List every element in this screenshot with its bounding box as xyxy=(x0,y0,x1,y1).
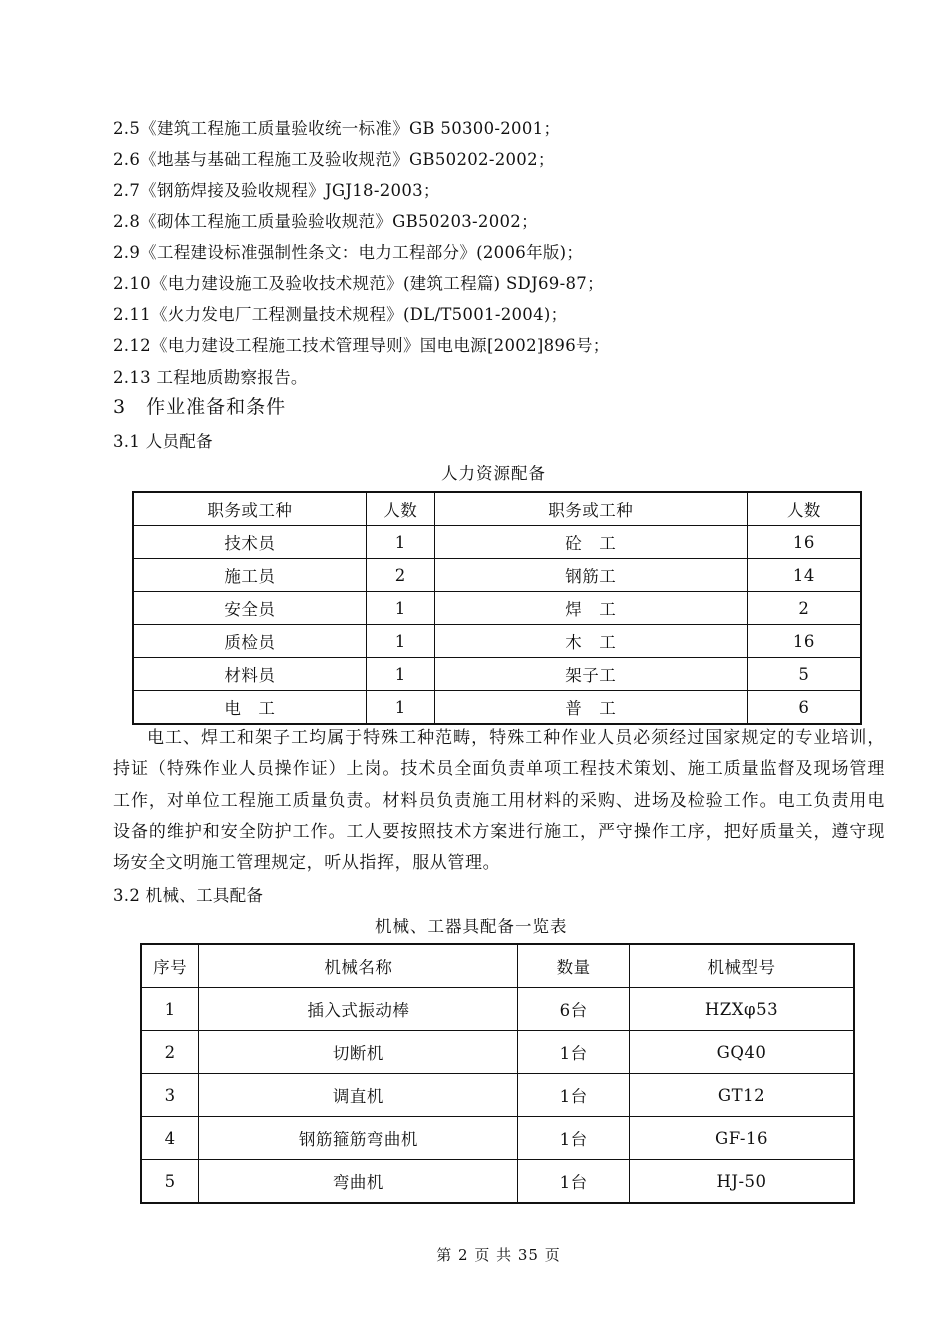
reference-item: 2.10《电力建设施工及验收技术规范》(建筑工程篇) SDJ69-87； xyxy=(113,274,604,293)
table-cell: 焊 工 xyxy=(434,592,747,625)
table-cell: 6 xyxy=(747,691,861,725)
table-cell: 钢筋工 xyxy=(434,559,747,592)
table-cell: 调直机 xyxy=(199,1074,518,1117)
table-cell: 架子工 xyxy=(434,658,747,691)
table-cell: GF-16 xyxy=(630,1117,855,1160)
section-3-2-heading: 3.2 机械、工具配备 xyxy=(113,886,264,905)
reference-item: 2.7《钢筋焊接及验收规程》JGJ18-2003； xyxy=(113,181,440,200)
table-row xyxy=(141,1160,854,1204)
table-cell: 2 xyxy=(747,592,861,625)
table-row xyxy=(133,559,861,592)
table-row xyxy=(133,592,861,625)
table-cell: 2 xyxy=(141,1031,199,1074)
section-3-heading: 3 作业准备和条件 xyxy=(113,396,287,418)
table-cell: 1 xyxy=(366,625,434,658)
table-row xyxy=(141,988,854,1031)
table-cell: 弯曲机 xyxy=(199,1160,518,1204)
header-cell: 人数 xyxy=(366,492,434,526)
table-row xyxy=(133,625,861,658)
table-cell: 4 xyxy=(141,1117,199,1160)
header-cell: 人数 xyxy=(747,492,861,526)
header-cell: 机械名称 xyxy=(199,944,518,988)
header-cell: 职务或工种 xyxy=(133,492,366,526)
table-row xyxy=(141,1074,854,1117)
machine-table xyxy=(140,943,855,1204)
table-header-row xyxy=(133,492,861,526)
page-footer: 第 2 页 共 35 页 xyxy=(436,1246,561,1264)
table-cell: 6台 xyxy=(518,988,630,1031)
table-cell: HZXφ53 xyxy=(630,988,855,1031)
machine-table-caption: 机械、工器具配备一览表 xyxy=(375,917,568,936)
header-cell: 职务或工种 xyxy=(434,492,747,526)
table-cell: 质检员 xyxy=(133,625,366,658)
table-cell: 1台 xyxy=(518,1117,630,1160)
table-cell: 木 工 xyxy=(434,625,747,658)
table-cell: 普 工 xyxy=(434,691,747,725)
table-cell: 1 xyxy=(366,592,434,625)
table-cell: 1台 xyxy=(518,1074,630,1117)
section-3-1-heading: 3.1 人员配备 xyxy=(113,432,213,451)
table-cell: 1台 xyxy=(518,1031,630,1074)
table-cell: 电 工 xyxy=(133,691,366,725)
table-cell: 1 xyxy=(141,988,199,1031)
table-cell: GT12 xyxy=(630,1074,855,1117)
table-header-row xyxy=(141,944,854,988)
header-cell: 机械型号 xyxy=(630,944,855,988)
table-cell: 1 xyxy=(366,658,434,691)
table-cell: 切断机 xyxy=(199,1031,518,1074)
table-cell: 砼 工 xyxy=(434,526,747,559)
table-row xyxy=(141,1117,854,1160)
reference-item: 2.5《建筑工程施工质量验收统一标准》GB 50300-2001； xyxy=(113,119,561,138)
table-cell: 5 xyxy=(747,658,861,691)
table-cell: GQ40 xyxy=(630,1031,855,1074)
table-cell: 5 xyxy=(141,1160,199,1204)
reference-item: 2.6《地基与基础工程施工及验收规范》GB50202-2002； xyxy=(113,150,555,169)
table-cell: 16 xyxy=(747,526,861,559)
table-cell: 材料员 xyxy=(133,658,366,691)
staff-table xyxy=(132,491,862,725)
table-cell: 2 xyxy=(366,559,434,592)
table-cell: 1 xyxy=(366,526,434,559)
table-cell: 3 xyxy=(141,1074,199,1117)
table-cell: 1台 xyxy=(518,1160,630,1204)
staff-table-caption: 人力资源配备 xyxy=(441,464,546,483)
table-cell: 安全员 xyxy=(133,592,366,625)
table-cell: 1 xyxy=(366,691,434,725)
table-cell: 钢筋箍筋弯曲机 xyxy=(199,1117,518,1160)
table-cell: 施工员 xyxy=(133,559,366,592)
table-row xyxy=(141,1031,854,1074)
table-cell: 14 xyxy=(747,559,861,592)
staff-description-paragraph: 电工、焊工和架子工均属于特殊工种范畴，特殊工种作业人员必须经过国家规定的专业培训，持证（特殊作业人员操作证）上岗。技术员全面负责单项工程技术策划、施工质量监督及现场管理工作，对单位工程施工质量负责。材料员负责施工用材料的采购、进场及检验工作。电工负责用电设备的维护和安全防护工作。工人要按照技术方案进行施工，严守操作工序，把好质量关，遵守现场安全文明施工管理规定，听从指挥，服从管理。 xyxy=(113,728,885,874)
reference-item: 2.9《工程建设标准强制性条文：电力工程部分》(2006年版)； xyxy=(113,243,584,262)
header-cell: 数量 xyxy=(518,944,630,988)
table-row xyxy=(133,658,861,691)
header-cell: 序号 xyxy=(141,944,199,988)
table-row xyxy=(133,526,861,559)
reference-item: 2.13 工程地质勘察报告。 xyxy=(113,368,308,387)
table-row xyxy=(133,691,861,725)
table-cell: HJ-50 xyxy=(630,1160,855,1204)
reference-item: 2.11《火力发电厂工程测量技术规程》(DL/T5001-2004)； xyxy=(113,305,568,324)
reference-item: 2.8《砌体工程施工质量验验收规范》GB50203-2002； xyxy=(113,212,538,231)
table-cell: 技术员 xyxy=(133,526,366,559)
table-cell: 插入式振动棒 xyxy=(199,988,518,1031)
table-cell: 16 xyxy=(747,625,861,658)
reference-item: 2.12《电力建设工程施工技术管理导则》国电电源[2002]896号； xyxy=(113,336,610,355)
